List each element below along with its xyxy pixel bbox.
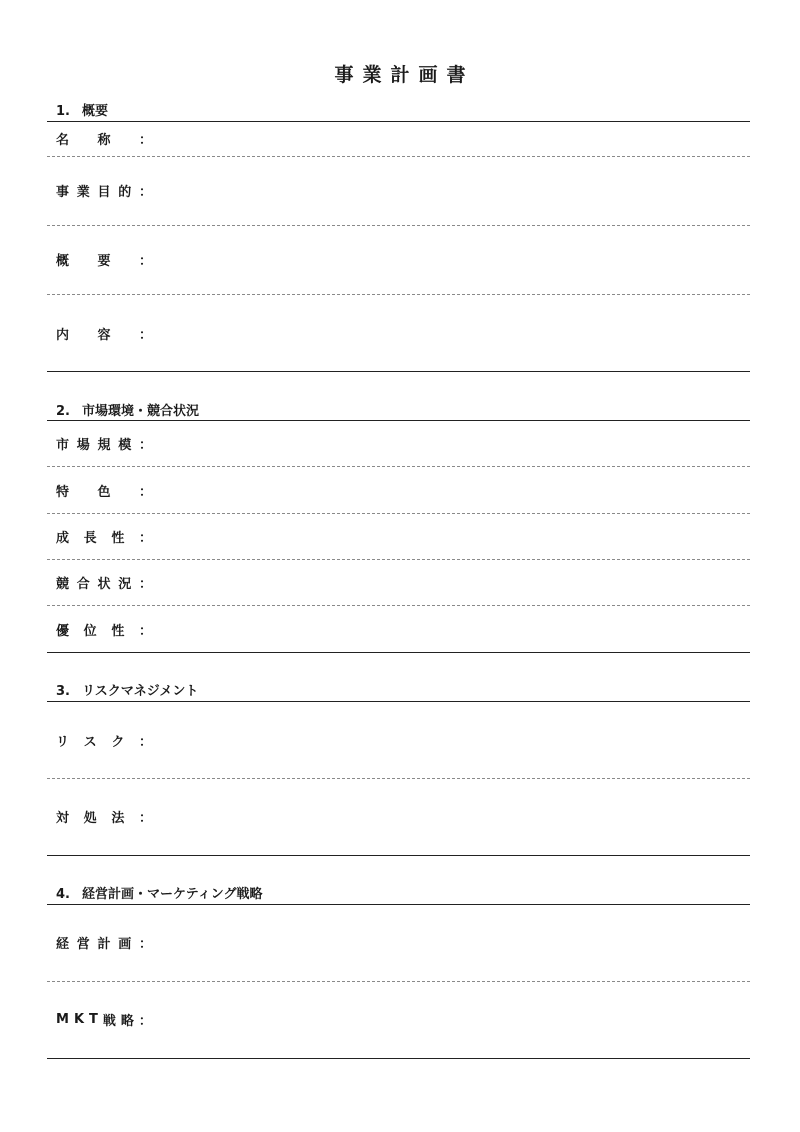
growth-input[interactable] <box>162 527 746 544</box>
divider <box>47 513 750 514</box>
section-top-line <box>47 904 750 905</box>
section-heading-strategy <box>56 883 262 902</box>
divider <box>47 294 750 295</box>
section-bottom-line <box>47 855 750 856</box>
section-number: 3. <box>56 684 70 699</box>
section-bottom-line <box>47 652 750 653</box>
features-input[interactable] <box>162 481 746 498</box>
summary-input[interactable] <box>162 250 746 267</box>
section-number: 2. <box>56 404 70 419</box>
business-plan-input[interactable] <box>162 933 746 950</box>
section-title: リスクマネジメント <box>82 684 199 699</box>
countermeasure-input[interactable] <box>162 807 746 824</box>
field-label-mkt-strategy: M K T 戦 略 ： <box>56 1011 152 1029</box>
field-label-growth: 成 長 性 ： <box>56 530 152 546</box>
field-label-countermeasure: 対 処 法 ： <box>56 810 152 826</box>
page-title: 事業計画書 <box>334 64 475 86</box>
field-label-summary: 概 要 ： <box>56 253 152 269</box>
field-label-risk: リ ス ク ： <box>56 734 152 750</box>
field-label-market-size: 市 場 規 模 ： <box>56 437 152 453</box>
section-top-line <box>47 121 750 122</box>
divider <box>47 778 750 779</box>
section-title: 概要 <box>82 104 109 119</box>
advantage-input[interactable] <box>162 620 746 637</box>
mkt-strategy-input[interactable] <box>162 1010 746 1027</box>
field-label-competition: 競 合 状 況 ： <box>56 576 152 592</box>
section-heading-overview <box>56 100 108 119</box>
divider <box>47 981 750 982</box>
section-top-line <box>47 701 750 702</box>
section-bottom-line <box>47 1058 750 1059</box>
field-label-advantage: 優 位 性 ： <box>56 623 152 639</box>
section-title: 市場環境・競合状況 <box>82 404 200 419</box>
section-number: 1. <box>56 104 70 119</box>
competition-input[interactable] <box>162 573 746 590</box>
risk-input[interactable] <box>162 731 746 748</box>
divider <box>47 225 750 226</box>
section-title: 経営計画・マーケティング戦略 <box>82 887 263 902</box>
section-heading-market <box>56 400 199 419</box>
section-top-line <box>47 420 750 421</box>
field-label-content: 内 容 ： <box>56 327 152 343</box>
divider <box>47 466 750 467</box>
name-input[interactable] <box>162 129 746 146</box>
field-label-features: 特 色 ： <box>56 484 152 500</box>
section-number: 4. <box>56 887 70 902</box>
purpose-input[interactable] <box>162 181 746 198</box>
field-label-purpose: 事 業 目 的 ： <box>56 184 152 200</box>
section-heading-risk <box>56 680 198 699</box>
divider <box>47 559 750 560</box>
field-label-business-plan: 経 営 計 画 ： <box>56 936 152 952</box>
field-label-name: 名 称 ： <box>56 132 152 148</box>
market-size-input[interactable] <box>162 434 746 451</box>
divider <box>47 156 750 157</box>
content-input[interactable] <box>162 324 746 341</box>
section-bottom-line <box>47 371 750 372</box>
divider <box>47 605 750 606</box>
